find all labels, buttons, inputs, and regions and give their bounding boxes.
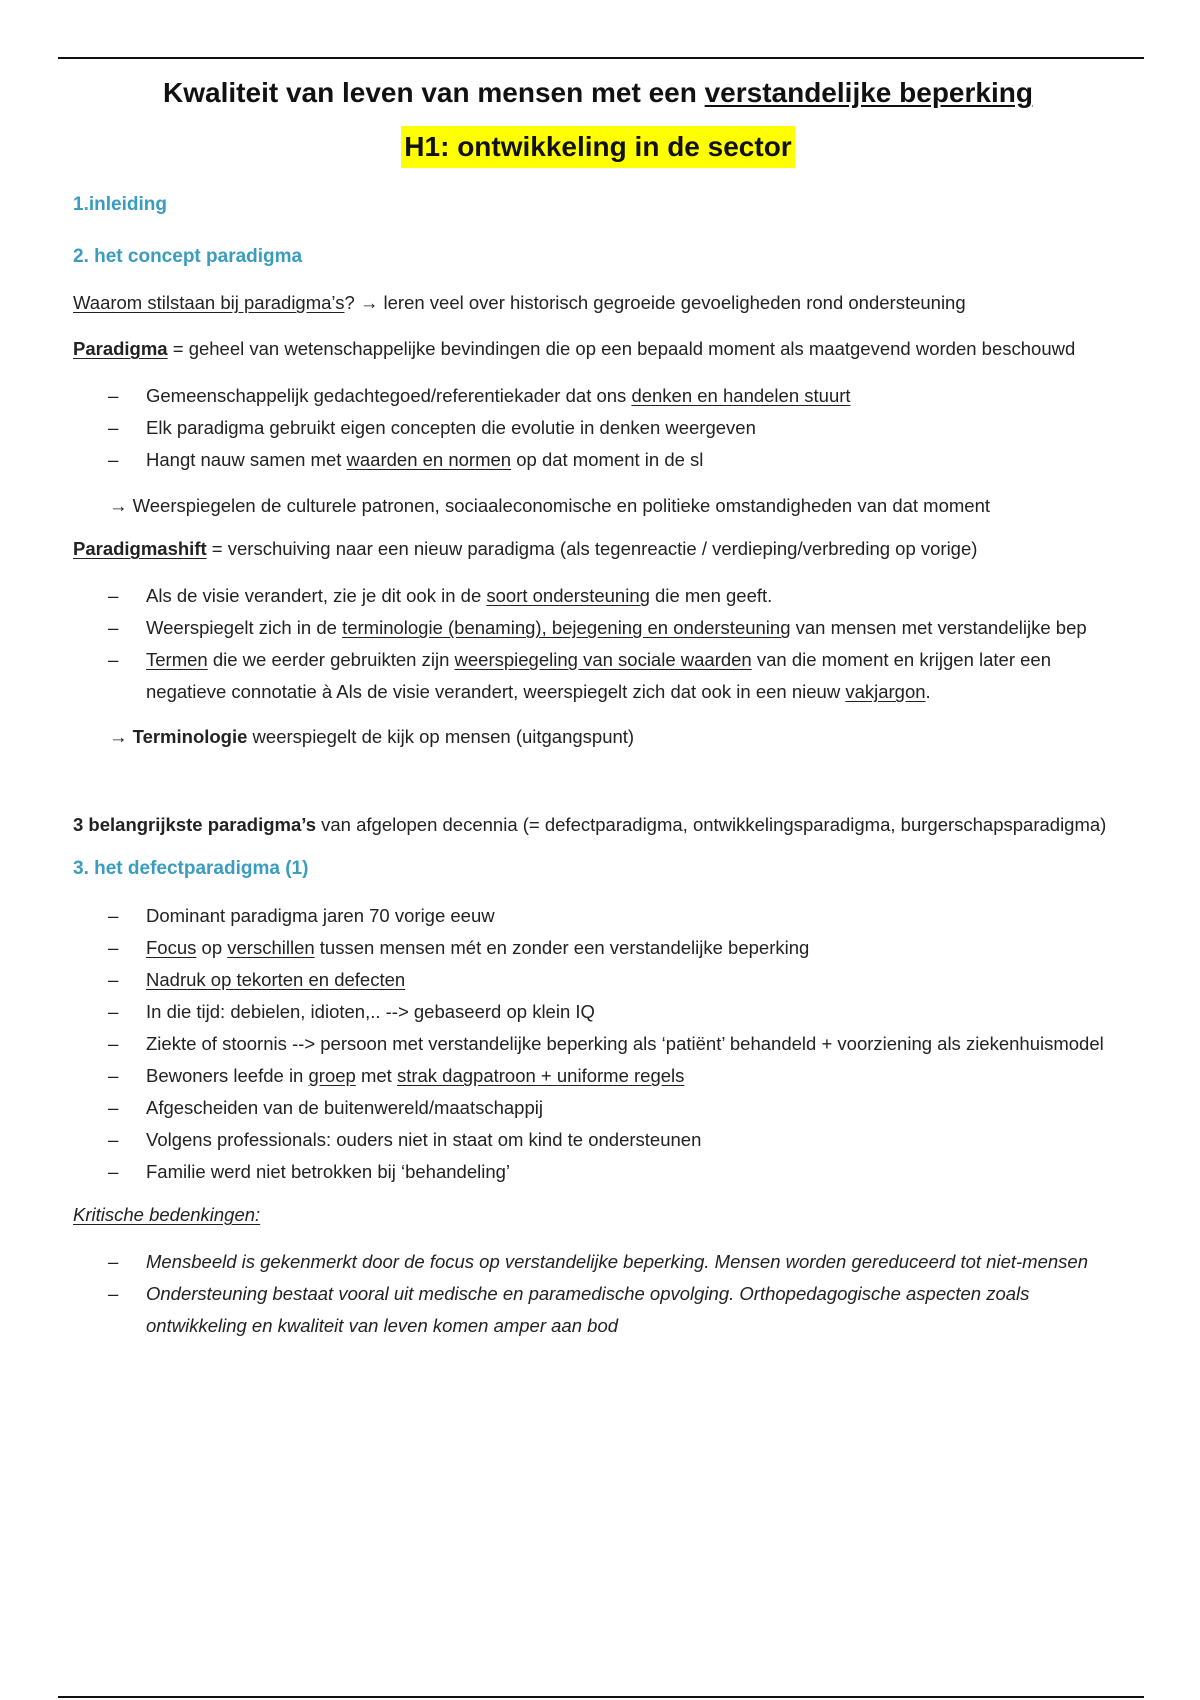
list-item: – Hangt nauw samen met waarden en normen op dat moment in de sl [108, 449, 704, 470]
list-item: – Weerspiegelt zich in de terminologie (benaming), bejegening en ondersteuning van mensen met verstandelijke bep [108, 617, 1087, 638]
paradigmashift-definition: Paradigmashift = verschuiving naar een nieuw paradigma (als tegenreactie / verdieping/verbreding op vorige) [73, 538, 978, 559]
section-heading-2: 2. het concept paradigma [73, 246, 303, 267]
document-title: Kwaliteit van leven van mensen met een verstandelijke beperking [163, 77, 1033, 108]
list-item: – Ziekte of stoornis --> persoon met verstandelijke beperking als ‘patiënt’ behandeld + voorziening als ziekenhuismodel [108, 1033, 1104, 1054]
list-item: – Termen die we eerder gebruikten zijn weerspiegeling van sociale waarden van die moment en krijgen later een negatieve connotatie à Als de visie verandert, weerspiegelt zich dat ook in een nieuw vakjargon. [108, 649, 1051, 702]
list-item: – Focus op verschillen tussen mensen mét en zonder een verstandelijke beperking [108, 937, 810, 958]
list-item: – Ondersteuning bestaat vooral uit medische en paramedische opvolging. Orthopedagogische aspecten zoals ontwikkeling en kwaliteit van leven komen amper aan bod [108, 1283, 1030, 1336]
list-item: – Als de visie verandert, zie je dit ook in de soort ondersteuning die men geeft. [108, 585, 773, 606]
waarom-paragraph: Waarom stilstaan bij paradigma’s? → leren veel over historisch gegroeide gevoeligheden rond ondersteuning [73, 292, 966, 313]
arrow-note-1: → Weerspiegelen de culturele patronen, sociaaleconomische en politieke omstandigheden van dat moment [109, 495, 990, 516]
document-page [73, 68, 1123, 1342]
list-item: – In die tijd: debielen, idioten,.. --> gebaseerd op klein IQ [108, 1001, 595, 1022]
list-item: – Elk paradigma gebruikt eigen concepten die evolutie in denken weergeven [108, 417, 756, 438]
chapter-heading: H1: ontwikkeling in de sector [401, 126, 794, 168]
chapter-heading-wrap [73, 126, 1123, 170]
defect-list [73, 900, 1123, 1188]
three-paradigms-paragraph: 3 belangrijkste paradigma’s van afgelopen decennia (= defectparadigma, ontwikkelingsparadigma, burgerschapsparadigma) [73, 814, 1107, 835]
arrow-note-2: → Terminologie weerspiegelt de kijk op mensen (uitgangspunt) [109, 726, 635, 747]
section-heading-1: 1.inleiding [73, 194, 167, 215]
list-item: – Bewoners leefde in groep met strak dagpatroon + uniforme regels [108, 1065, 685, 1086]
paradigma-list [73, 380, 1123, 476]
section-heading-3: 3. het defectparadigma (1) [73, 858, 309, 879]
list-item: – Dominant paradigma jaren 70 vorige eeuw [108, 905, 495, 926]
top-rule [58, 57, 1144, 59]
list-item: – Nadruk op tekorten en defecten [108, 969, 406, 990]
paradigma-definition: Paradigma = geheel van wetenschappelijke bevindingen die op een bepaald moment als maatgevend worden beschouwd [73, 338, 1076, 359]
list-item: – Gemeenschappelijk gedachtegoed/referentiekader dat ons denken en handelen stuurt [108, 385, 851, 406]
kritische-list [73, 1246, 1123, 1342]
list-item: – Afgescheiden van de buitenwereld/maatschappij [108, 1097, 543, 1118]
list-item: – Volgens professionals: ouders niet in staat om kind te ondersteunen [108, 1129, 702, 1150]
list-item: – Mensbeeld is gekenmerkt door de focus op verstandelijke beperking. Mensen worden gereduceerd tot niet-mensen [108, 1251, 1088, 1272]
bottom-rule [58, 1696, 1144, 1698]
list-item: – Familie werd niet betrokken bij ‘behandeling’ [108, 1161, 511, 1182]
paradigmashift-list [73, 580, 1123, 708]
kritische-bedenkingen-label: Kritische bedenkingen: [73, 1204, 261, 1225]
